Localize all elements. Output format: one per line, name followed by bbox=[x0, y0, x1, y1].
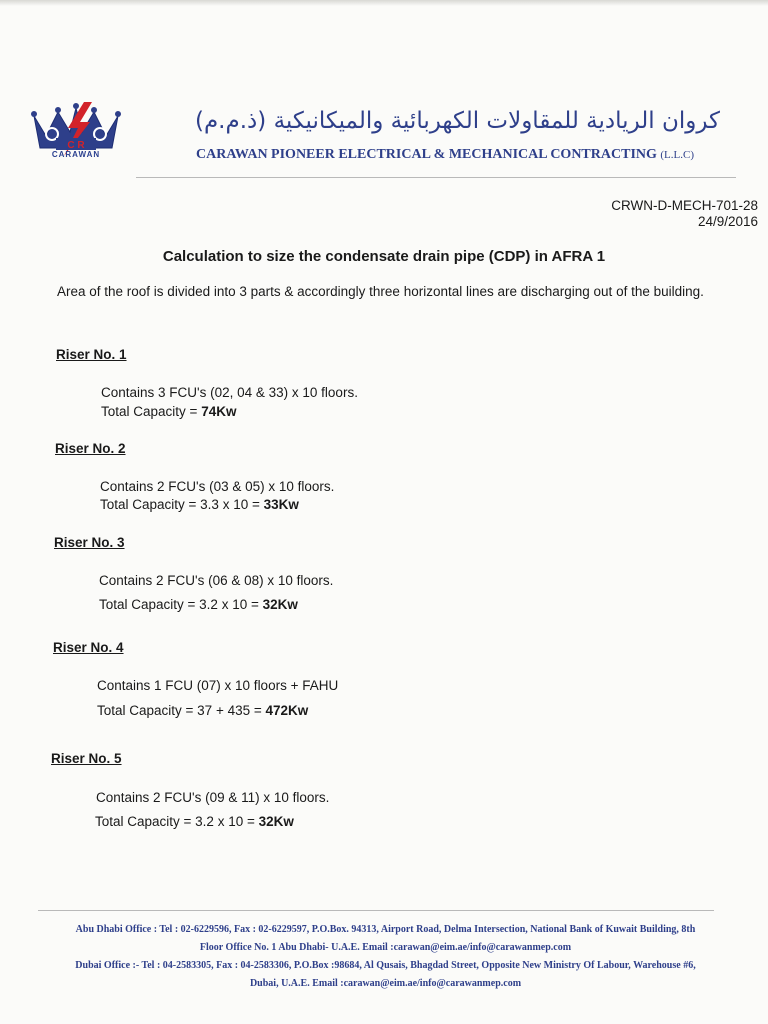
footer-line-1: Abu Dhabi Office : Tel : 02-6229596, Fax : 02-6229597, P.O.Box. 94313, Airport Road, Delma Intersection, National Bank of Kuwait Building, 8th bbox=[75, 924, 696, 935]
footer-contact bbox=[18, 921, 753, 993]
riser-1-capacity-label: Total Capacity = bbox=[101, 404, 202, 419]
riser-2-capacity bbox=[100, 497, 299, 512]
riser-3-capacity bbox=[99, 597, 298, 612]
company-name-english-text: CARAWAN PIONEER ELECTRICAL & MECHANICAL CONTRACTING bbox=[196, 147, 657, 162]
riser-3-capacity-label: Total Capacity = 3.2 x 10 = bbox=[99, 597, 263, 612]
riser-4-capacity bbox=[97, 703, 308, 718]
footer-divider bbox=[38, 910, 714, 911]
footer-line-3: Dubai Office :- Tel : 04-2583305, Fax : 04-2583306, P.O.Box :98684, Al Qusais, Bhagdad Street, Opposite New Ministry Of Labour, Warehouse #6, bbox=[75, 960, 696, 971]
riser-5-contains: Contains 2 FCU's (09 & 11) x 10 floors. bbox=[96, 790, 330, 805]
document-title: Calculation to size the condensate drain pipe (CDP) in AFRA 1 bbox=[162, 248, 606, 265]
riser-5-capacity-value: 32Kw bbox=[258, 814, 294, 829]
riser-2-capacity-label: Total Capacity = 3.3 x 10 = bbox=[100, 497, 264, 512]
reference-code: CRWN-D-MECH-701-28 bbox=[611, 198, 758, 213]
scan-edge bbox=[0, 0, 768, 6]
riser-3-capacity-value: 32Kw bbox=[262, 597, 298, 612]
riser-2-contains: Contains 2 FCU's (03 & 05) x 10 floors. bbox=[100, 479, 335, 494]
intro-paragraph: Area of the roof is divided into 3 parts & accordingly three horizontal lines are discharging out of the building. bbox=[57, 284, 704, 299]
reference-date: 24/9/2016 bbox=[697, 214, 758, 229]
logo-wordmark: CARAWAN bbox=[51, 150, 101, 159]
riser-3-heading: Riser No. 3 bbox=[54, 535, 125, 550]
riser-5-heading: Riser No. 5 bbox=[51, 751, 122, 766]
company-name-english bbox=[150, 147, 740, 163]
riser-1-capacity bbox=[101, 404, 236, 419]
riser-4-capacity-value: 472Kw bbox=[265, 703, 309, 718]
riser-2-capacity-value: 33Kw bbox=[263, 497, 299, 512]
riser-5-capacity bbox=[95, 814, 294, 829]
riser-3-contains: Contains 2 FCU's (06 & 08) x 10 floors. bbox=[99, 573, 334, 588]
riser-4-heading: Riser No. 4 bbox=[53, 640, 124, 655]
riser-1-capacity-value: 74Kw bbox=[201, 404, 237, 419]
document-reference bbox=[611, 198, 758, 230]
riser-2-heading: Riser No. 2 bbox=[55, 441, 126, 456]
riser-4-capacity-label: Total Capacity = 37 + 435 = bbox=[97, 703, 266, 718]
riser-1-contains: Contains 3 FCU's (02, 04 & 33) x 10 floors. bbox=[101, 385, 358, 400]
company-name-arabic: كروان الريادية للمقاولات الكهربائية والميكانيكية (ذ.م.م) bbox=[194, 108, 720, 134]
footer-line-4: Dubai, U.A.E. Email :carawan@eim.ae/info@carawanmep.com bbox=[249, 978, 522, 989]
letterhead-divider bbox=[136, 177, 736, 178]
riser-1-heading: Riser No. 1 bbox=[56, 347, 127, 362]
footer-line-2: Floor Office No. 1 Abu Dhabi- U.A.E. Email :carawan@eim.ae/info@carawanmep.com bbox=[199, 942, 572, 953]
company-suffix: (L.L.C) bbox=[660, 149, 694, 161]
riser-4-contains: Contains 1 FCU (07) x 10 floors + FAHU bbox=[97, 678, 339, 693]
svg-text:C R: C R bbox=[67, 140, 85, 151]
riser-5-capacity-label: Total Capacity = 3.2 x 10 = bbox=[95, 814, 259, 829]
